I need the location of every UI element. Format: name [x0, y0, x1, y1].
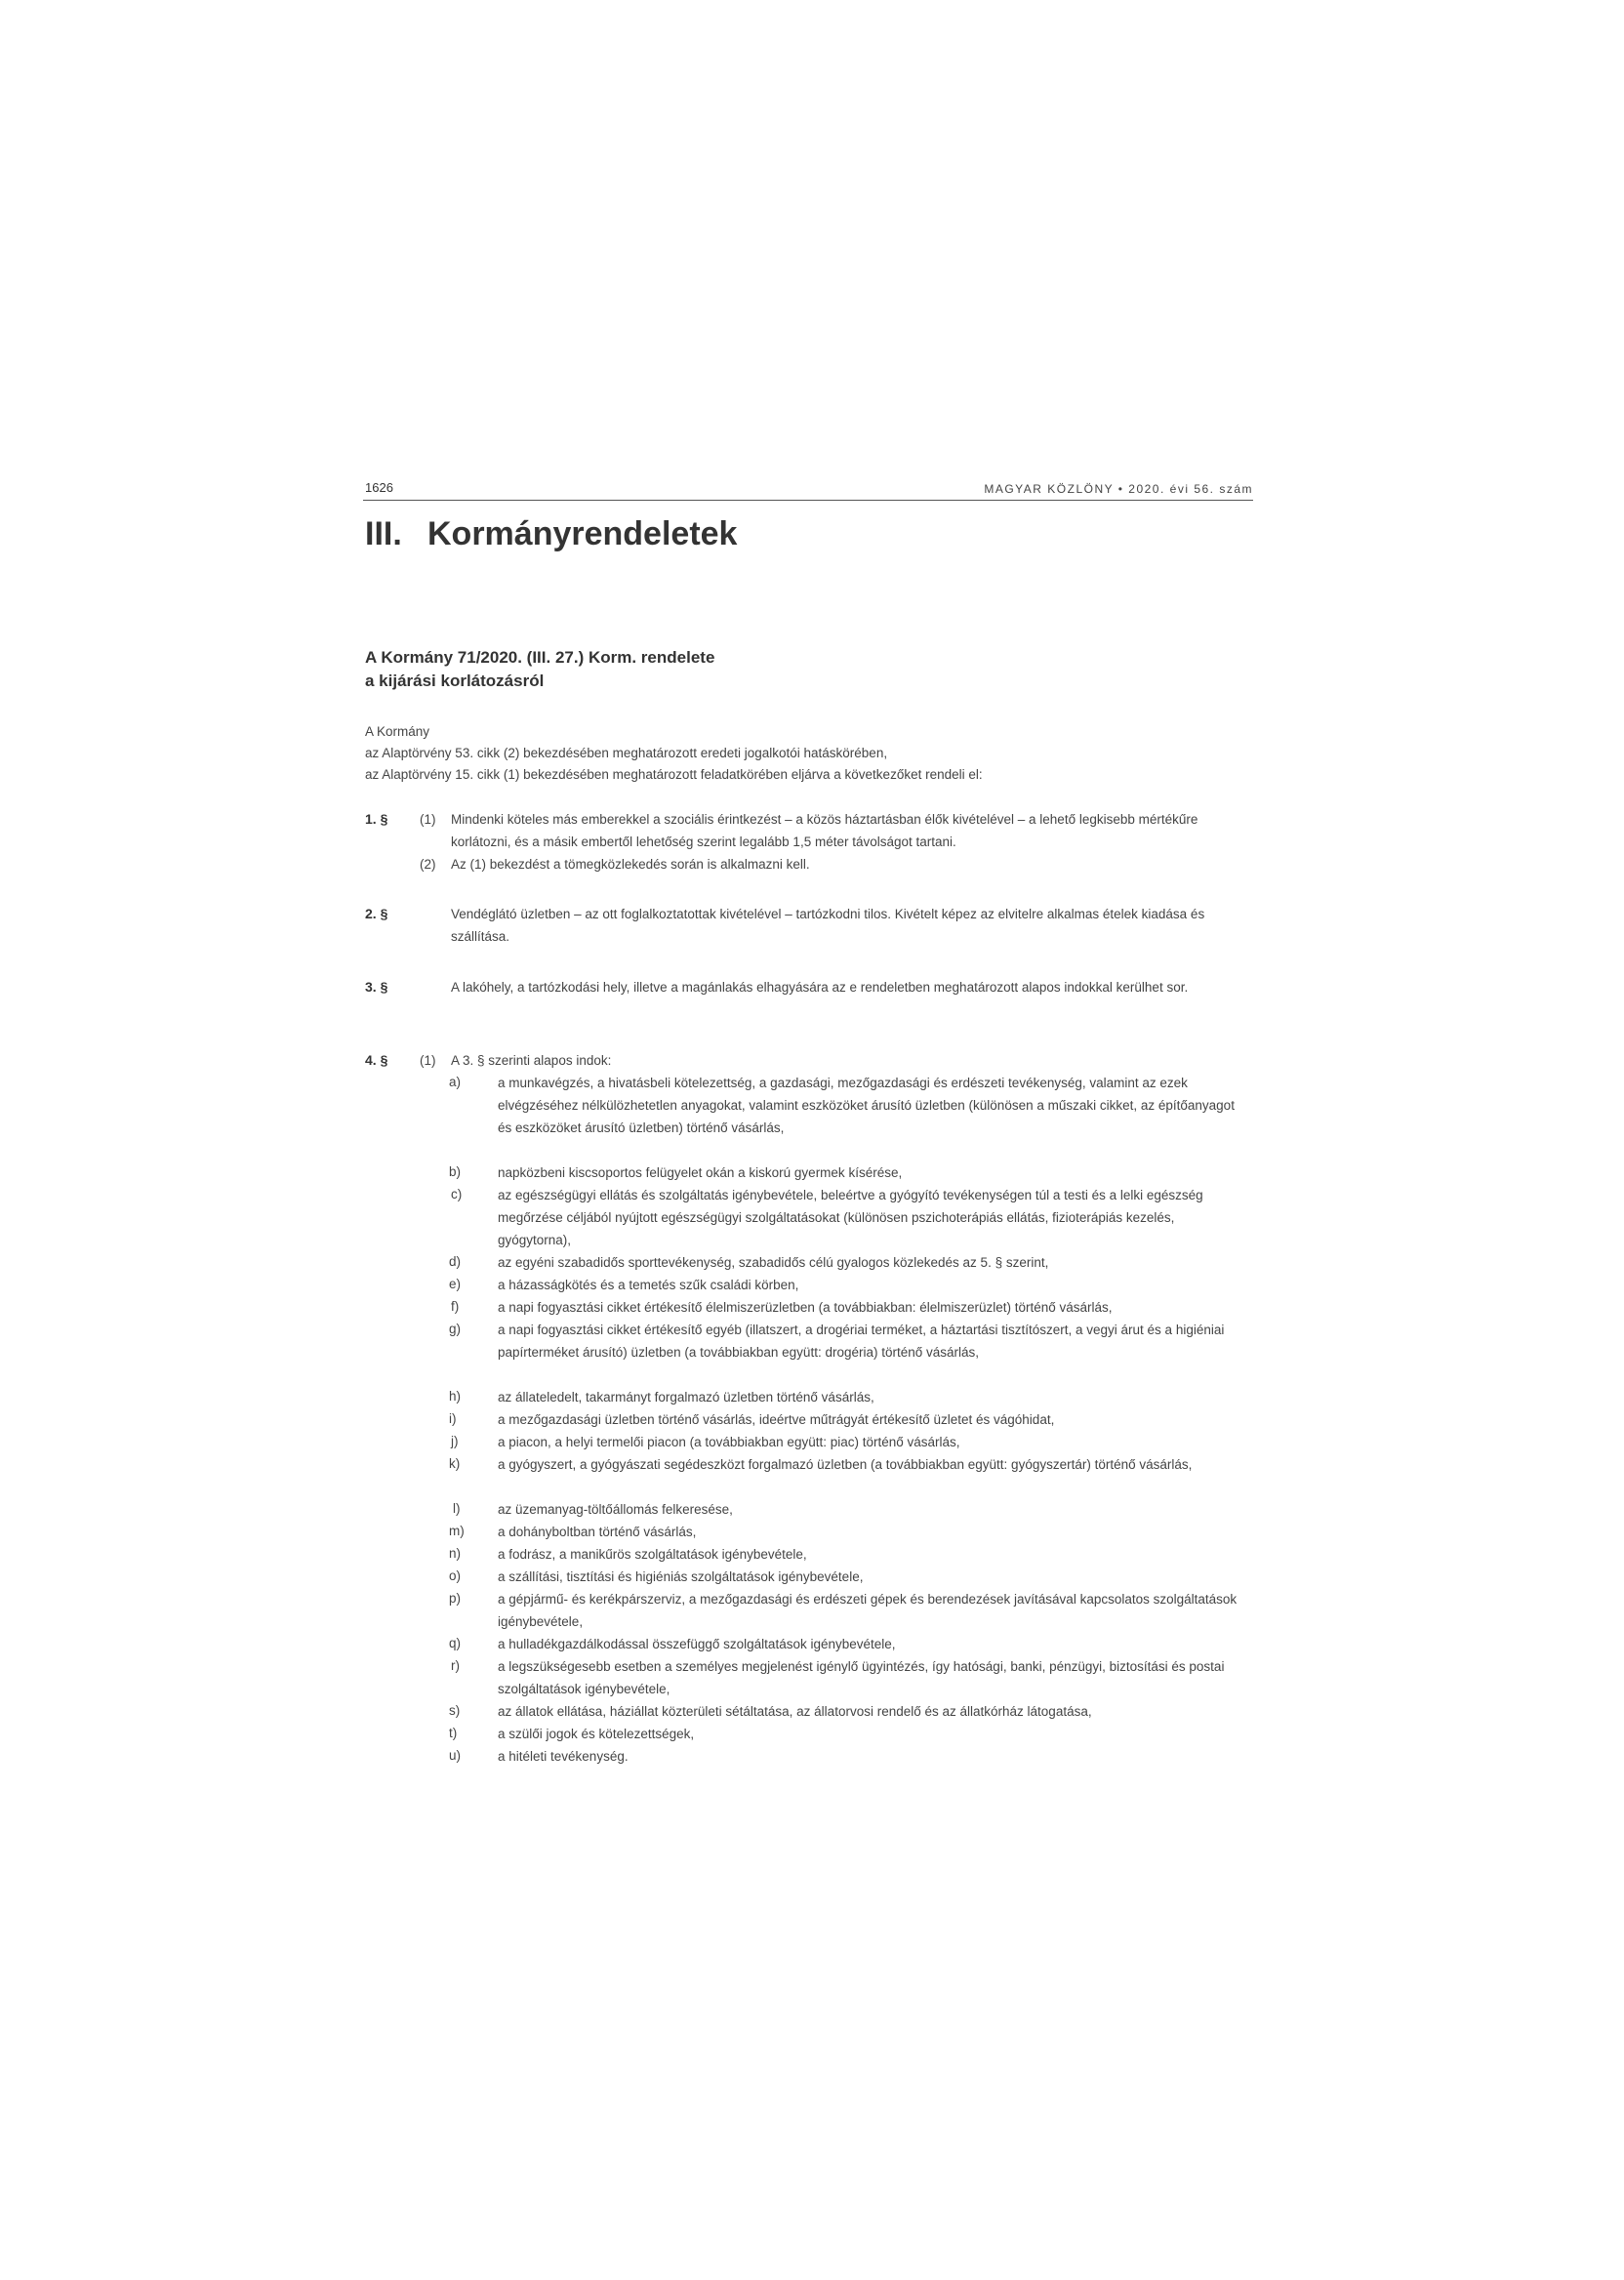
decree-title: A Kormány 71/2020. (III. 27.) Korm. rendelete	[365, 648, 715, 667]
subsection-number: (1)	[420, 1053, 436, 1068]
list-item: az egészségügyi ellátás és szolgáltatás igénybevétele, beleértve a gyógyító tevékenységen túl a testi és a lelki egészség megőrzése céljából nyújtott egészségügyi szolgáltatásokat (különösen pszichoterápiás ellátás, fizioterápiás kezelés, gyógytorna),	[498, 1188, 1203, 1247]
list-item: az egyéni szabadidős sporttevékenység, szabadidős célú gyalogos közlekedés az 5. § szerint,	[498, 1255, 1049, 1270]
paragraph-number: 3. §	[365, 979, 388, 995]
section-title: Kormányrendeletek	[427, 515, 738, 552]
list-item: a fodrász, a manikűrös szolgáltatások igénybevétele,	[498, 1547, 807, 1562]
list-item-letter: d)	[449, 1254, 462, 1269]
list-item-letter: m)	[449, 1524, 465, 1538]
paragraph-text: Mindenki köteles más emberekkel a szociális érintkezést – a közös háztartásban élők kivételével – a lehető legkisebb mértékűre korlátozni, és a másik embertől lehetőség szerint legalább 1,5 méter távolságot tartani.	[451, 812, 1198, 849]
section-number: III.	[365, 515, 402, 552]
list-item: a hitéleti tevékenység.	[498, 1749, 629, 1764]
paragraph-text: Vendéglátó üzletben – az ott foglalkoztatottak kivételével – tartózkodni tilos. Kivételt képez az elvitelre alkalmas ételek kiadása és szállítása.	[451, 907, 1205, 944]
list-item-letter: r)	[451, 1658, 460, 1673]
list-item: az állateledelt, takarmányt forgalmazó üzletben történő vásárlás,	[498, 1390, 874, 1405]
list-item: napközbeni kiscsoportos felügyelet okán a kiskorú gyermek kísérése,	[498, 1165, 903, 1180]
subsection-number: (1)	[420, 812, 436, 827]
preamble-line: A Kormány	[365, 724, 430, 739]
list-item: a házasságkötés és a temetés szűk családi körben,	[498, 1278, 799, 1292]
list-item-letter: g)	[449, 1322, 462, 1336]
list-item-letter: t)	[449, 1726, 458, 1740]
list-item-letter: f)	[451, 1299, 460, 1314]
paragraph-number: 4. §	[365, 1052, 388, 1068]
list-item: a piacon, a helyi termelői piacon (a továbbiakban együtt: piac) történő vásárlás,	[498, 1435, 960, 1449]
list-item: a szülői jogok és kötelezettségek,	[498, 1727, 695, 1741]
list-item-letter: b)	[449, 1164, 462, 1179]
list-item: a napi fogyasztási cikket értékesítő élelmiszerüzletben (a továbbiakban: élelmiszerüzlet) történő vásárlás,	[498, 1300, 1113, 1315]
subsection-number: (2)	[420, 857, 436, 872]
list-item-letter: l)	[453, 1501, 461, 1516]
list-item: a mezőgazdasági üzletben történő vásárlás, ideértve műtrágyát értékesítő üzletet és vágóhidat,	[498, 1412, 1055, 1427]
list-item: az üzemanyag-töltőállomás felkeresése,	[498, 1502, 733, 1517]
list-item-letter: i)	[449, 1411, 457, 1426]
list-item-letter: u)	[449, 1748, 462, 1763]
list-item-letter: o)	[449, 1568, 462, 1583]
list-item-letter: c)	[451, 1187, 463, 1201]
list-item: a gépjármű- és kerékpárszerviz, a mezőgazdasági és erdészeti gépek és berendezések javításával kapcsolatos szolgáltatások igénybevétele,	[498, 1592, 1238, 1629]
list-item-letter: n)	[449, 1546, 462, 1561]
list-item: a hulladékgazdálkodással összefüggő szolgáltatások igénybevétele,	[498, 1637, 896, 1651]
decree-subtitle: a kijárási korlátozásról	[365, 672, 545, 690]
list-item: a legszükségesebb esetben a személyes megjelenést igénylő ügyintézés, így hatósági, banki, pénzügyi, biztosítási és postai szolgáltatások igénybevétele,	[498, 1659, 1225, 1696]
header-divider	[363, 500, 1253, 501]
list-item-letter: h)	[449, 1389, 462, 1404]
section-heading	[365, 515, 737, 553]
paragraph-number: 1. §	[365, 811, 388, 827]
list-item-letter: q)	[449, 1636, 462, 1650]
list-item-letter: k)	[449, 1456, 461, 1471]
list-item-letter: a)	[449, 1075, 462, 1089]
subsection-intro: A 3. § szerinti alapos indok:	[451, 1053, 612, 1068]
list-item-letter: j)	[451, 1434, 459, 1448]
paragraph-number: 2. §	[365, 906, 388, 921]
list-item: a munkavégzés, a hivatásbeli kötelezettség, a gazdasági, mezőgazdasági és erdészeti tevékenység, valamint az ezek elvégzéséhez nélkülözhetetlen anyagokat, valamint eszközöket árusító üzletben (különösen a műszaki cikket, az építőanyagot és eszközöket árusító üzletben) történő vásárlás,	[498, 1076, 1235, 1135]
list-item: az állatok ellátása, háziállat közterületi sétáltatása, az állatorvosi rendelő és az állatkórház látogatása,	[498, 1704, 1092, 1719]
list-item-letter: p)	[449, 1591, 462, 1606]
running-title: MAGYAR KÖZLÖNY • 2020. évi 56. szám	[984, 482, 1253, 496]
page-number: 1626	[365, 480, 393, 495]
paragraph-text: Az (1) bekezdést a tömegközlekedés során is alkalmazni kell.	[451, 857, 810, 872]
list-item-letter: s)	[449, 1703, 461, 1718]
list-item: a napi fogyasztási cikket értékesítő egyéb (illatszert, a drogériai terméket, a háztartási tisztítószert, a vegyi árut és a higiéniai papírterméket árusító) üzletben (a továbbiakban együtt: drogéria) történő vásárlás,	[498, 1323, 1225, 1360]
preamble-line: az Alaptörvény 15. cikk (1) bekezdésében meghatározott feladatkörében eljárva a következőket rendeli el:	[365, 767, 983, 782]
list-item-letter: e)	[449, 1277, 462, 1291]
list-item: a gyógyszert, a gyógyászati segédeszközt forgalmazó üzletben (a továbbiakban együtt: gyógyszertár) történő vásárlás,	[498, 1457, 1193, 1472]
list-item: a szállítási, tisztítási és higiéniás szolgáltatások igénybevétele,	[498, 1569, 864, 1584]
paragraph-text: A lakóhely, a tartózkodási hely, illetve a magánlakás elhagyására az e rendeletben meghatározott alapos indokkal kerülhet sor.	[451, 980, 1189, 995]
list-item: a dohányboltban történő vásárlás,	[498, 1525, 697, 1539]
preamble-line: az Alaptörvény 53. cikk (2) bekezdésében meghatározott eredeti jogalkotói hatáskörében,	[365, 746, 888, 760]
